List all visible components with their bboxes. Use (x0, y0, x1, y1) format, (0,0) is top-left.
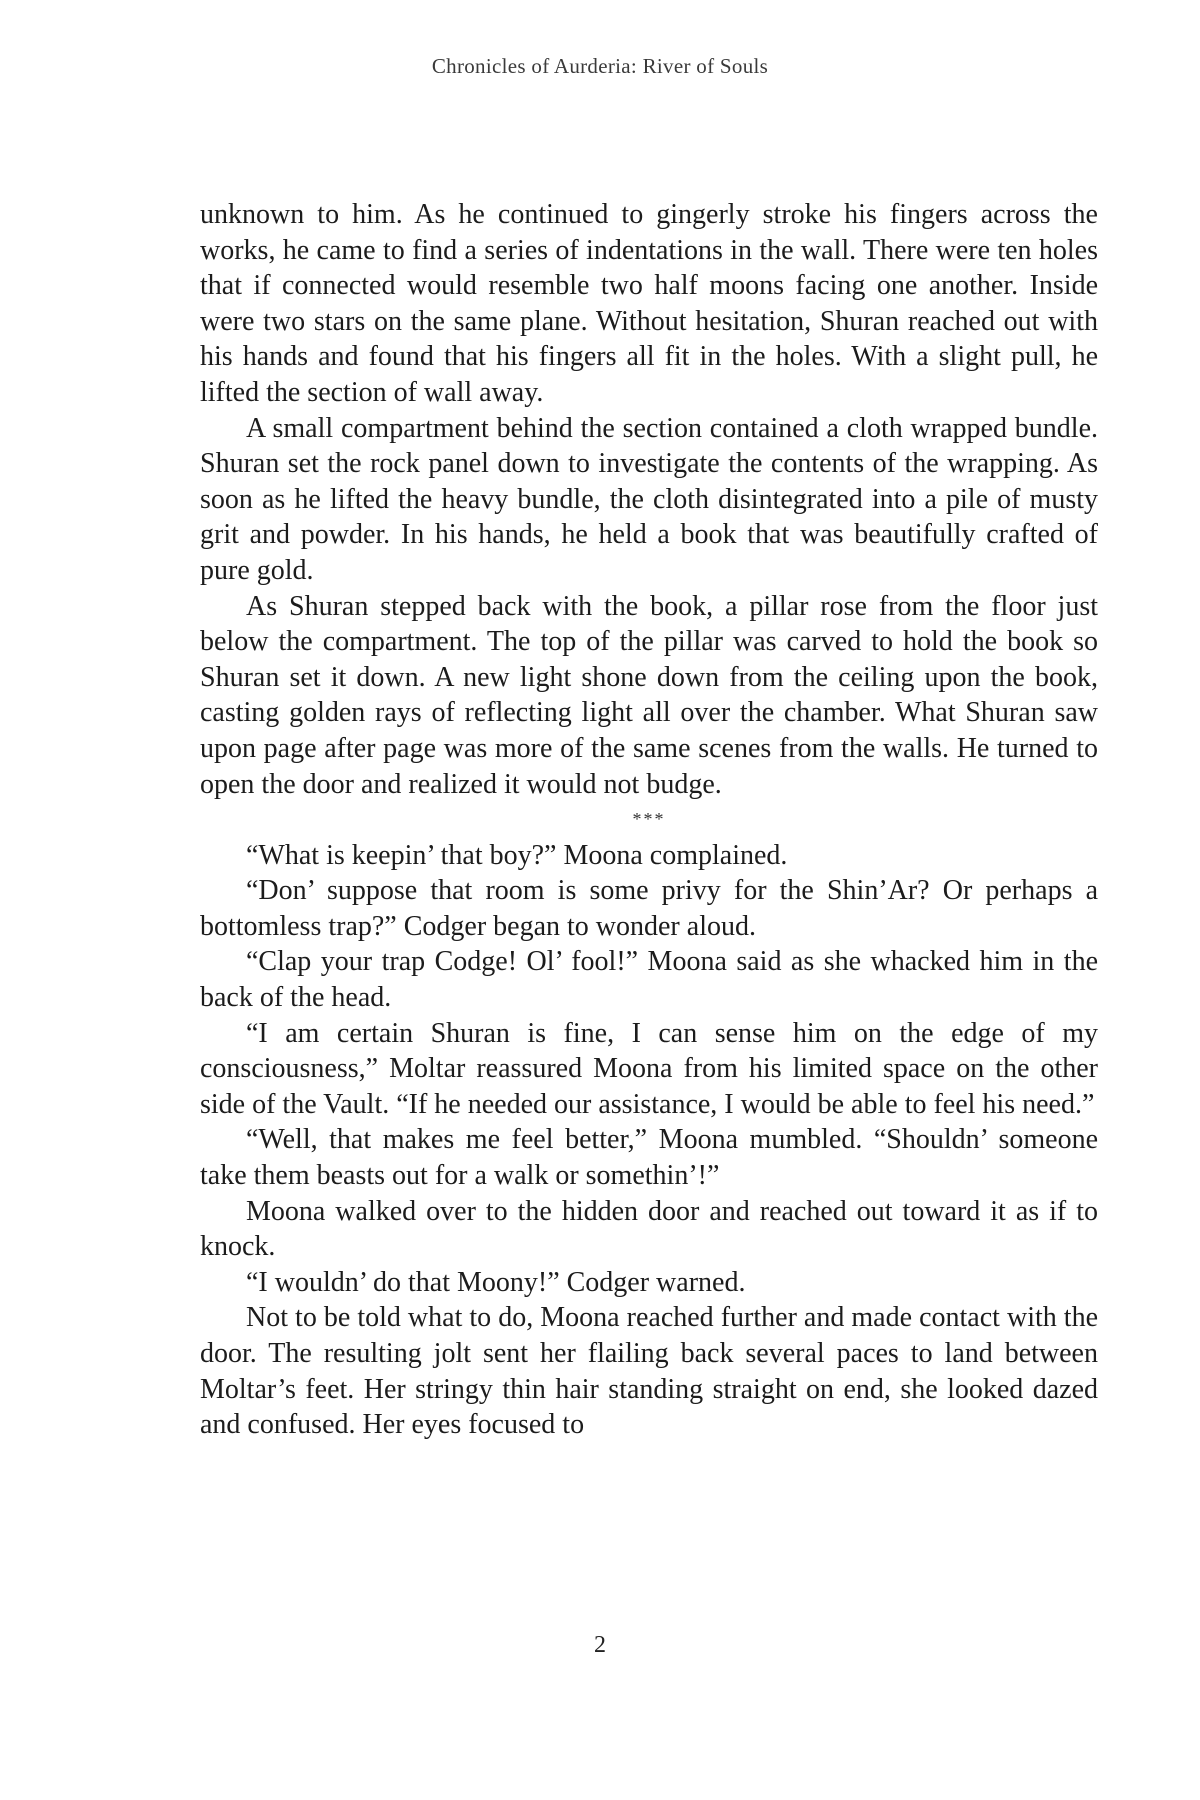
body-text (200, 197, 1098, 1443)
paragraph: “I am certain Shuran is fine, I can sense him on the edge of my consciousness,” Moltar reassured Moona from his limited space on the other side of the Vault. “If he needed our assistance, I would be able to feel his need.” (200, 1017, 1098, 1120)
paragraph: “Don’ suppose that room is some privy for the Shin’Ar? Or perhaps a bottomless trap?” Codger began to wonder aloud. (200, 875, 1098, 942)
paragraph: “Clap your trap Codge! Ol’ fool!” Moona said as she whacked him in the back of the head. (200, 946, 1098, 1014)
paragraph: As Shuran stepped back with the book, a pillar rose from the floor just below the compartment. The top of the pillar was carved to hold the book so Shuran set it down. A new light shone down from the ceiling upon the book, casting golden rays of reflecting light all over the chamber. What Shuran saw upon page after page was more of the same scenes from the walls. He turned to open the door and realized it would not budge. (200, 590, 1098, 800)
paragraph: “Well, that makes me feel better,” Moona mumbled. “Shouldn’ someone take them beasts out for a walk or somethin’!” (200, 1124, 1098, 1192)
paragraph: “What is keepin’ that boy?” Moona complained. (246, 839, 788, 871)
page-number: 2 (594, 1632, 606, 1658)
paragraph: “I wouldn’ do that Moony!” Codger warned. (246, 1266, 746, 1298)
paragraph-continued: unknown to him. As he continued to gingerly stroke his fingers across the works, he came to find a series of indentations in the wall. There were ten holes that if connected would resemble two half moons facing one another. Inside were two stars on the same plane. Without hesitation, Shuran reached out with his hands and found that his fingers all fit in the holes. With a slight pull, he lifted the section of wall away. (200, 199, 1098, 408)
paragraph: Not to be told what to do, Moona reached further and made contact with the door. The resulting jolt sent her flailing back several paces to land between Moltar’s feet. Her stringy thin hair standing straight on end, she looked dazed and confused. Her eyes focused to (200, 1302, 1098, 1441)
paragraph: Moona walked over to the hidden door and reached out toward it as if to knock. (200, 1195, 1098, 1263)
paragraph: A small compartment behind the section contained a cloth wrapped bundle. Shuran set the rock panel down to investigate the contents of the wrapping. As soon as he lifted the heavy bundle, the cloth disintegrated into a pile of musty grit and powder. In his hands, he held a book that was beautifully crafted of pure gold. (200, 412, 1098, 586)
scene-break: *** (632, 809, 666, 830)
running-header: Chronicles of Aurderia: River of Souls (431, 54, 769, 78)
